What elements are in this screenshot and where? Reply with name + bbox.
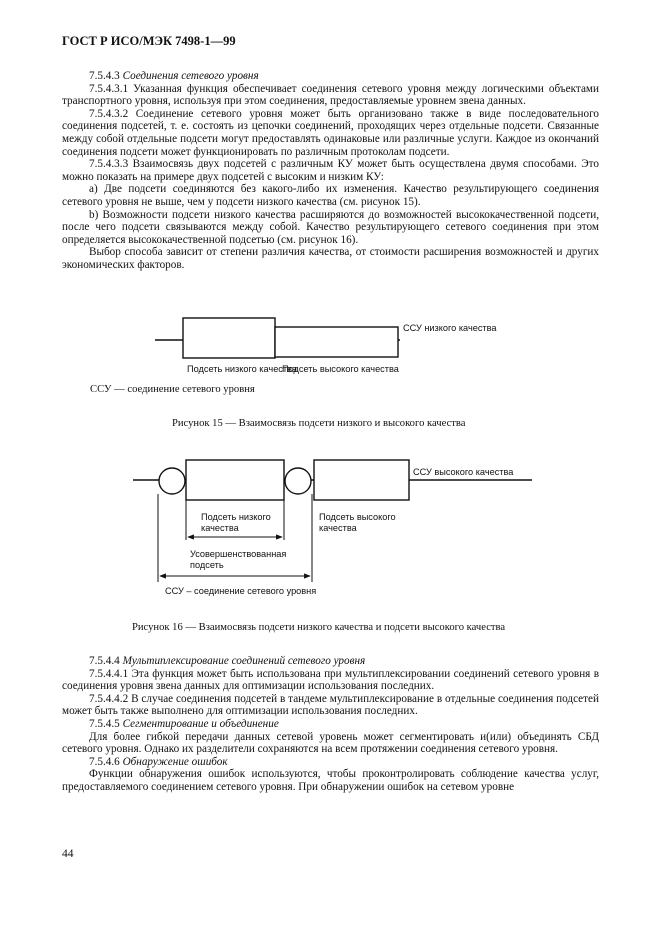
figure-15-note: ССУ — соединение сетевого уровня [90,384,255,395]
figure-15-caption: Рисунок 15 — Взаимосвязь подсети низкого и высокого качества [172,418,466,429]
improved-subnet-label-line2: подсеть [190,560,224,570]
heading-number: 7.5.4.6 [89,755,120,768]
paragraph: b) Возможности подсети низкого качества расширяются до возможностей высококачественной подсети, после чего подсети связываются между собой. Качество результирующего сетевого соединения при этом определяется высококачественной подсетью (см. рисунок 16). [62,208,599,246]
high-subnet-label: Подсеть высокого качества [282,364,399,374]
bottom-label: ССУ – соединение сетевого уровня [165,586,317,596]
paragraph: Для более гибкой передачи данных сетевой уровень может сегментировать и(или) объединять СБД сетевого уровня. Однако их разделители сохраняются на всем протяжении соединения сетевого уровня. [62,730,599,756]
gateway-node-middle [285,468,311,494]
paragraph: 7.5.4.3.1 Указанная функция обеспечивает соединения сетевого уровня между логическими объектами транспортного уровня, используя при этом соединения, предоставляемые уровнем звена данных. [62,82,599,108]
document-header: ГОСТ Р ИСО/МЭК 7498-1—99 [62,34,236,48]
high-subnet-label-line2: качества [319,523,357,533]
heading-title: Обнаружение ошибок [122,755,228,768]
section-7-5-4-4 [62,655,599,794]
line-label: ССУ высокого качества [413,467,514,477]
line-label: ССУ низкого качества [403,323,497,333]
improved-subnet-label-line1: Усовершенствованная [190,549,287,559]
low-subnet-label-line1: Подсеть низкого [201,512,271,522]
figure-16-diagram [0,455,661,605]
high-subnet-label-line1: Подсеть высокого [319,512,396,522]
low-quality-subnet-box [186,460,284,500]
figure-15-diagram [0,300,661,380]
paragraph: Выбор способа зависит от степени различия качества, от стоимости расширения возможностей и других экономических факторов. [62,246,599,271]
low-subnet-label-line2: качества [201,523,239,533]
low-quality-subnet-box [183,318,275,358]
subsection-heading [62,756,599,769]
heading-title: Мультиплексирование соединений сетевого уровня [122,655,366,667]
low-subnet-label: Подсеть низкого качества [187,364,297,374]
heading-title: Сегментирование и объединение [122,717,279,730]
paragraph: 7.5.4.4.2 В случае соединения подсетей в тандеме мультиплексирование в отдельные соединения подсетей может быть также выполнено для оптимизации использования последних. [62,692,599,718]
paragraph: а) Две подсети соединяются без какого-либо их изменения. Качество результирующего соединения сетевого уровня не выше, чем у подсети низкого качества (см. рисунок 15). [62,183,599,208]
page-number: 44 [62,848,74,860]
heading-number: 7.5.4.5 [89,717,120,730]
paragraph: 7.5.4.4.1 Эта функция может быть использована при мультиплексировании соединений сетевого уровня в соединения уровня звена данных для оптимизации использования последних. [62,667,599,693]
high-quality-subnet-box [314,460,409,500]
gateway-node-left [159,468,185,494]
paragraph: 7.5.4.3.3 Взаимосвязь двух подсетей с различным КУ может быть осуществлена двумя способами. Это можно показать на примере двух подсетей с высоким и низким КУ: [62,158,599,183]
paragraph: 7.5.4.3.2 Соединение сетевого уровня может быть организовано также в виде последовательного соединения подсетей, т. е. состоять из цепочки соединений, проходящих через отдельные подсети. Связанные между собой отдельные подсети могут предоставлять одинаковые или различные услуги. Каждое из окончаний соединения подсети может функционировать по различным протоколам подсети. [62,107,599,158]
subsection-heading [62,718,599,731]
heading-number: 7.5.4.3 [89,70,120,82]
section-7-5-4-3 [62,70,599,272]
heading-number: 7.5.4.4 [89,655,120,667]
heading-title: Соединения сетевого уровня [122,70,259,82]
paragraph: Функции обнаружения ошибок используются, чтобы проконтролировать соблюдение качества услуг, предоставляемого соединением сетевого уровня. При обнаружении ошибок на сетевом уровне [62,768,599,793]
subsection-heading [62,655,599,668]
figure-16-caption: Рисунок 16 — Взаимосвязь подсети низкого качества и подсети высокого качества [132,622,506,633]
high-quality-subnet-box [275,327,398,357]
subsection-heading [62,70,599,83]
